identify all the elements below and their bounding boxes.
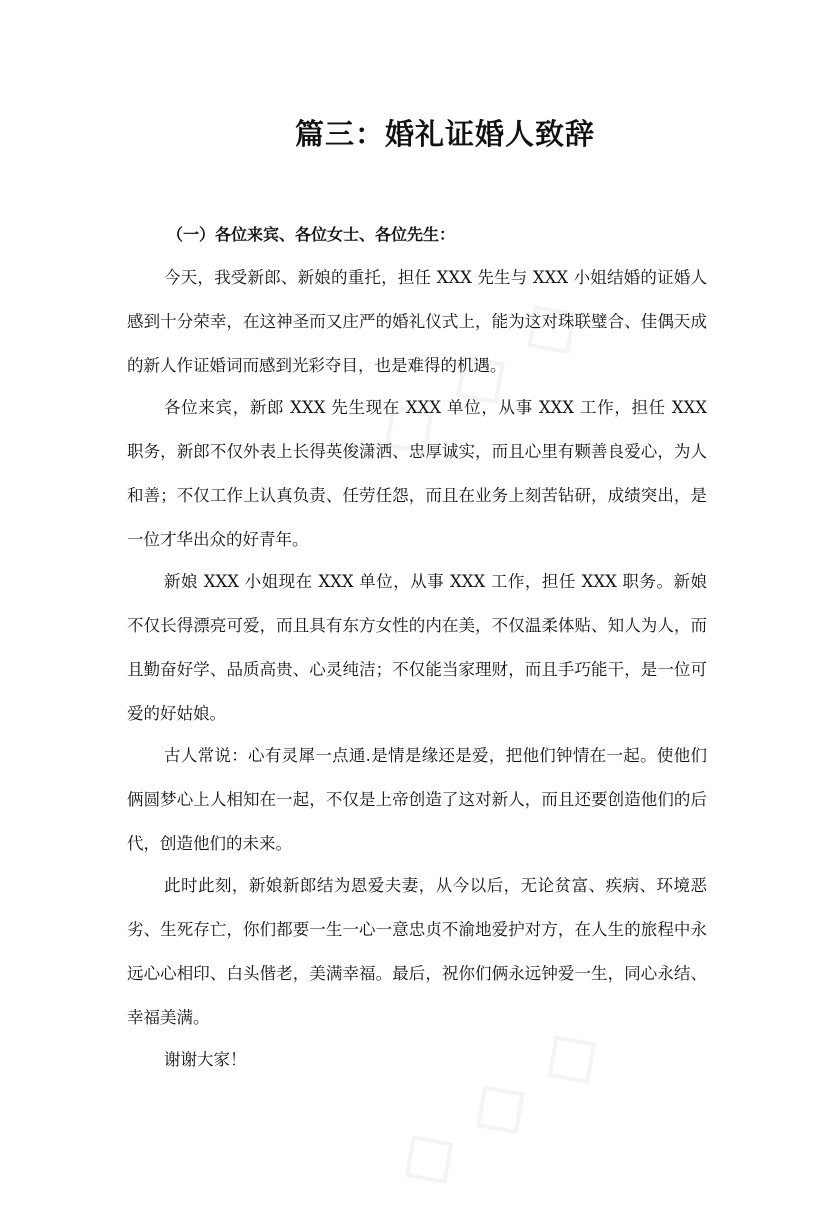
- closing-line: 谢谢大家！: [164, 1050, 247, 1069]
- paragraph-5: 此时此刻，新娘新郎结为恩爱夫妻，从今以后，无论贫富、疾病、环境恶劣、生死存亡，你们都要一生一心一意忠贞不渝地爱护对方，在人生的旅程中永远心心相印、白头偕老，美满幸福。最后，祝你们俩永远钟爱一生，同心永结、幸福美满。: [127, 876, 707, 1027]
- paragraph-1: 今天，我受新郎、新娘的重托，担任 XXX 先生与 XXX 小姐结婚的证婚人感到十分荣幸，在这神圣而又庄严的婚礼仪式上，能为这对珠联璧合、佳偶天成的新人作证婚词而感到光彩夺目，也是难得的机遇。: [127, 268, 707, 375]
- paragraph-4: 古人常说：心有灵犀一点通.是情是缘还是爱，把他们钟情在一起。使他们俩圆梦心上人相知在一起，不仅是上帝创造了这对新人，而且还要创造他们的后代，创造他们的未来。: [127, 746, 707, 853]
- document-title: 篇三：婚礼证婚人致辞: [294, 117, 595, 151]
- salutation: （一）各位来宾、各位女士、各位先生：: [167, 225, 456, 244]
- paragraph-3: 新娘 XXX 小姐现在 XXX 单位，从事 XXX 工作，担任 XXX 职务。新娘不仅长得漂亮可爱，而且具有东方女性的内在美，不仅温柔体贴、知人为人，而且勤奋好学、品质高贵、心灵纯洁；不仅能当家理财，而且手巧能干，是一位可爱的好姑娘。: [127, 572, 707, 723]
- paragraph-2: 各位来宾，新郎 XXX 先生现在 XXX 单位，从事 XXX 工作，担任 XXX 职务，新郎不仅外表上长得英俊潇洒、忠厚诚实，而且心里有颗善良爱心，为人和善；不仅工作上认真负责、任劳任怨，而且在业务上刻苦钻研，成绩突出，是一位才华出众的好青年。: [127, 398, 707, 549]
